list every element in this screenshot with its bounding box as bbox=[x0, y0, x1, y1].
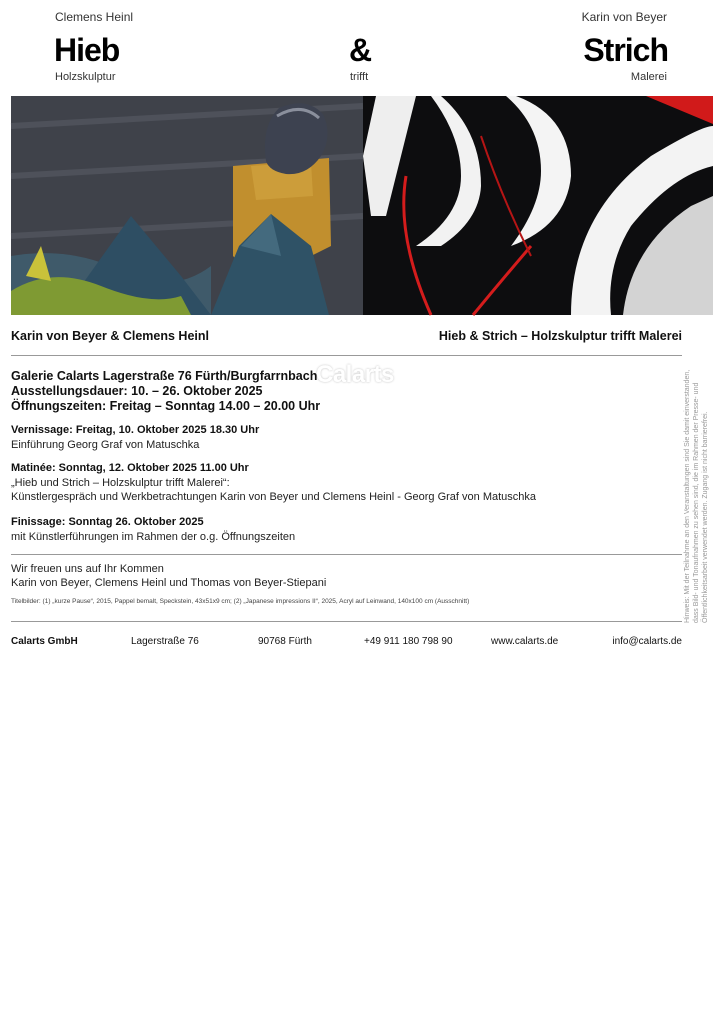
footer-street: Lagerstraße 76 bbox=[131, 636, 199, 647]
left-medium: Holzskulptur bbox=[55, 71, 116, 83]
vernissage-text: Einführung Georg Graf von Matuschka bbox=[11, 439, 200, 451]
left-title: Hieb bbox=[54, 32, 120, 68]
hero-artwork bbox=[11, 96, 713, 315]
hero-brand-logo: Calarts bbox=[316, 361, 394, 388]
right-title: Strich bbox=[583, 32, 668, 68]
matinee-title: „Hieb und Strich – Holzskulptur trifft Malerei“: bbox=[11, 477, 230, 489]
divider-bottom bbox=[11, 621, 682, 622]
hosts-line: Karin von Beyer, Clemens Heinl und Thomas von Beyer-Stiepani bbox=[11, 577, 327, 589]
matinee-heading: Matinée: Sonntag, 12. Oktober 2025 11.00 Uhr bbox=[11, 462, 249, 474]
divider-top bbox=[11, 355, 682, 356]
exhibition-dates: Ausstellungsdauer: 10. – 26. Oktober 2025 bbox=[11, 384, 263, 398]
footer-city: 90768 Fürth bbox=[258, 636, 312, 647]
gallery-address: Galerie Calarts Lagerstraße 76 Fürth/Burgfarrnbach bbox=[11, 369, 318, 383]
left-artist-name: Clemens Heinl bbox=[55, 10, 134, 24]
center-ampersand: & bbox=[349, 32, 372, 68]
matinee-description: Künstlergespräch und Werkbetrachtungen Karin von Beyer und Clemens Heinl - Georg Graf von Matuschka bbox=[11, 491, 537, 503]
side-disclaimer: Hinweis: Mit der Teilnahme an den Veranstaltungen sind Sie damit einverstanden, dass Bild- und Tonaufnahmen zu sehen sind, die im Rahmen der Presse- und Öffentlichkeitsarbeit verwendet werden. Zugang ist nicht barrierefrei. bbox=[684, 369, 709, 623]
center-subtitle: trifft bbox=[350, 71, 369, 83]
footer-email-link[interactable]: info@calarts.de bbox=[612, 636, 682, 647]
footer-phone[interactable]: +49 911 180 798 90 bbox=[364, 636, 453, 647]
footer-website-link[interactable]: www.calarts.de bbox=[491, 636, 559, 647]
image-caption: Titelbilder: (1) „kurze Pause“, 2015, Pappel bemalt, Speckstein, 43x51x9 cm; (2) „Japanese impressions II“, 2025, Acryl auf Leinwand, 140x100 cm (Ausschnitt) bbox=[11, 598, 470, 605]
right-artist-name: Karin von Beyer bbox=[581, 10, 667, 24]
exhibition-title-line: Hieb & Strich – Holzskulptur trifft Malerei bbox=[438, 329, 682, 343]
opening-hours: Öffnungszeiten: Freitag – Sonntag 14.00 – 20.00 Uhr bbox=[11, 399, 321, 413]
welcome-line: Wir freuen uns auf Ihr Kommen bbox=[11, 563, 164, 575]
divider-middle bbox=[11, 554, 682, 555]
finissage-text: mit Künstlerführungen im Rahmen der o.g. Öffnungszeiten bbox=[11, 531, 296, 543]
finissage-heading: Finissage: Sonntag 26. Oktober 2025 bbox=[11, 516, 204, 528]
right-medium: Malerei bbox=[630, 71, 667, 83]
vernissage-heading: Vernissage: Freitag, 10. Oktober 2025 18.30 Uhr bbox=[11, 424, 260, 436]
footer-company: Calarts GmbH bbox=[11, 636, 78, 647]
artists-line: Karin von Beyer & Clemens Heinl bbox=[11, 329, 209, 343]
